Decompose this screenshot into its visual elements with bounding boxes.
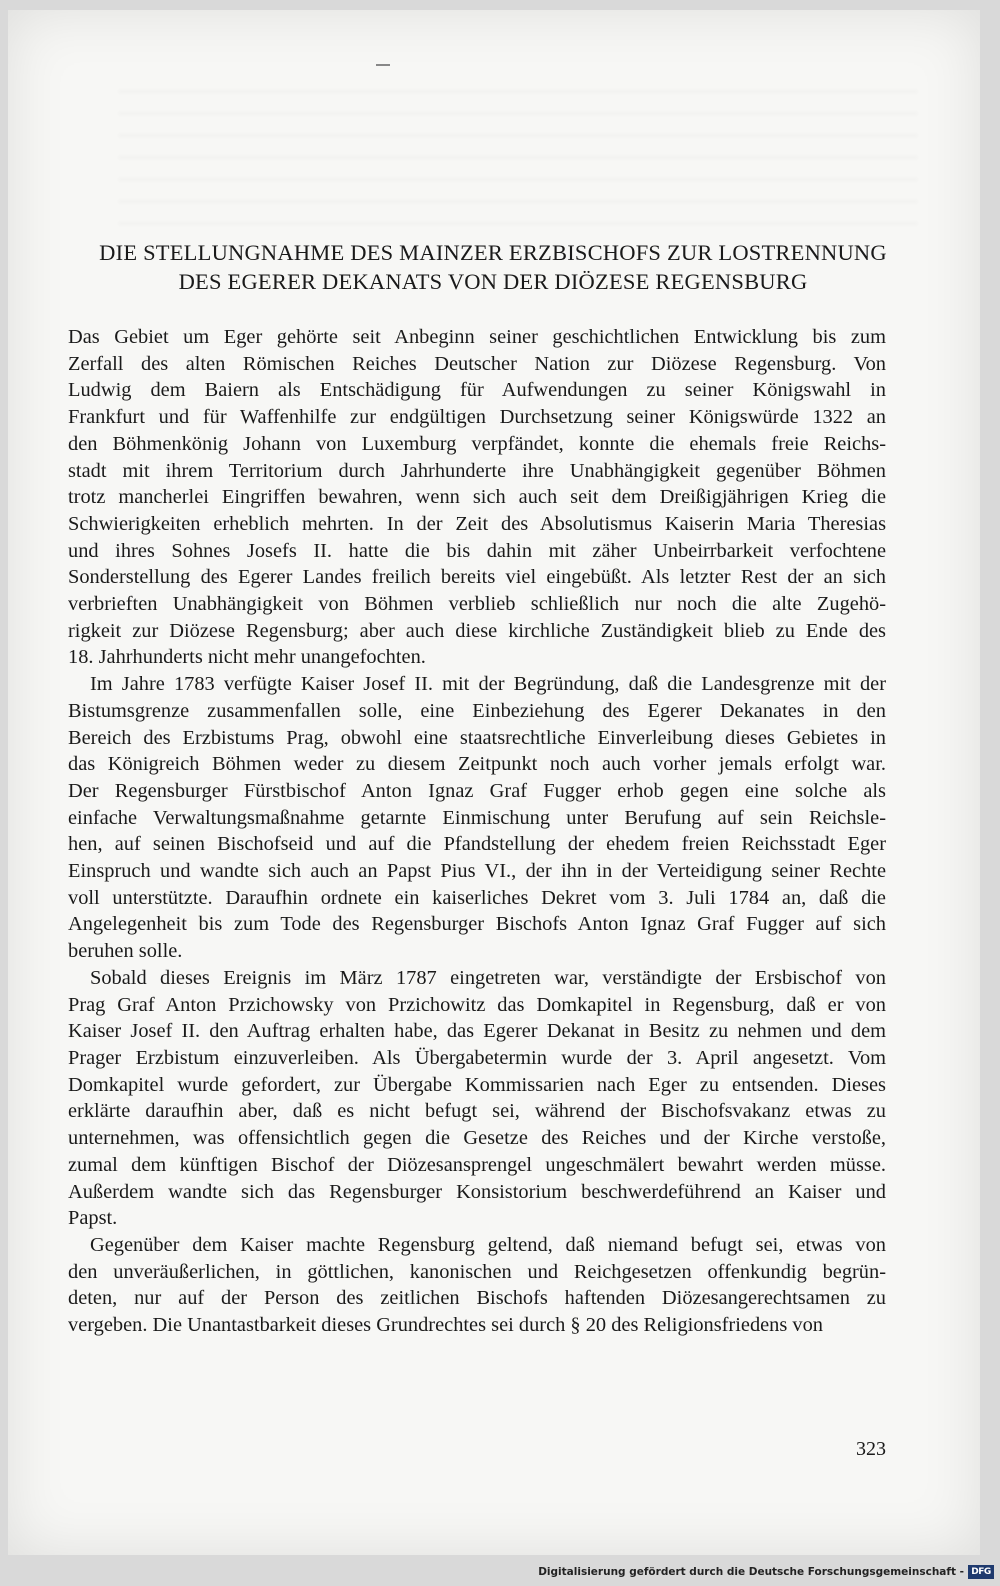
- text-line: beruhen solle.: [68, 940, 183, 963]
- bleed-through-shadow: [118, 90, 918, 240]
- paragraph: [68, 965, 886, 1232]
- text-line: unternehmen, was offensichtlich gegen die Gesetze des Reiches und der Kirche verstoße,: [68, 1127, 886, 1150]
- text-line: erklärte daraufhin aber, daß es nicht befugt sei, während der Bischofsvakanz etwas zu: [68, 1100, 886, 1123]
- text-line: Das Gebiet um Eger gehörte seit Anbeginn seiner geschichtlichen Entwicklung bis zum: [68, 326, 886, 348]
- text-line: Außerdem wandte sich das Regensburger Konsistorium beschwerdeführend an Kaiser und: [68, 1180, 886, 1203]
- text-line: Frankfurt und für Waffenhilfe zur endgültigen Durchsetzung seiner Königswürde 1322 an: [68, 406, 886, 429]
- text-line: Domkapitel wurde gefordert, zur Übergabe Kommissarien nach Eger zu entsenden. Dieses: [68, 1073, 886, 1096]
- text-line: und ihres Sohnes Josefs II. hatte die bis dahin mit zäher Unbeirrbarkeit verfochtene: [68, 539, 886, 562]
- paragraph: [68, 671, 886, 965]
- text-line: voll unterstützte. Daraufhin ordnete ein kaiserliches Dekret vom 3. Juli 1784 an, daß die: [68, 886, 886, 909]
- text-line: verbrieften Unabhängigkeit von Böhmen verblieb schließlich nur noch die alte Zugehö-: [68, 593, 886, 616]
- text-line: Einspruch und wandte sich auch an Papst Pius VI., der ihn in der Verteidigung seiner Rechte: [68, 860, 886, 883]
- text-line: Gegenüber dem Kaiser machte Regensburg geltend, daß niemand befugt sei, etwas von: [90, 1233, 886, 1256]
- page-number: 323: [856, 1438, 886, 1460]
- text-line: den unveräußerlichen, in göttlichen, kanonischen und Reichgesetzen offenkundig begrün-: [68, 1260, 886, 1283]
- text-line: zumal dem künftigen Bischof der Diözesansprengel ungeschmälert bewahrt werden müsse.: [68, 1153, 886, 1176]
- footer-text: Digitalisierung gefördert durch die Deutsche Forschungsgemeinschaft -: [538, 1566, 964, 1578]
- dfg-logo: DFG: [968, 1565, 994, 1579]
- text-line: Sobald dieses Ereignis im März 1787 eingetreten war, verständigte der Ersbischof von: [90, 966, 886, 989]
- text-line: Ludwig dem Baiern als Entschädigung für Aufwendungen zu seiner Königswahl in: [68, 379, 886, 402]
- body-text: [68, 324, 886, 1339]
- paragraph: [68, 324, 886, 671]
- digitization-footer: [538, 1562, 994, 1582]
- text-line: Bereich des Erzbistums Prag, obwohl eine staatsrechtliche Einverleibung dieses Gebietes in: [68, 726, 886, 749]
- text-line: Papst.: [68, 1207, 118, 1230]
- stray-mark: [376, 64, 390, 66]
- text-line: einfache Verwaltungsmaßnahme getarnte Einmischung unter Berufung auf sein Reichsle-: [68, 806, 886, 829]
- text-line: Prag Graf Anton Przichowsky von Przichowitz das Domkapitel in Regensburg, daß er von: [68, 993, 886, 1016]
- text-line: Schwierigkeiten erheblich mehrten. In der Zeit des Absolutismus Kaiserin Maria Theresias: [68, 512, 886, 535]
- scanned-page: [8, 10, 980, 1555]
- text-line: Im Jahre 1783 verfügte Kaiser Josef II. mit der Begründung, daß die Landesgrenze mit der: [90, 673, 886, 696]
- text-line: hen, auf seinen Bischofseid und auf die Pfandstellung der ehedem freien Reichsstadt Eger: [68, 833, 886, 856]
- text-line: Prager Erzbistum einzuverleiben. Als Übergabetermin wurde der 3. April angesetzt. Vom: [68, 1046, 886, 1069]
- text-line: Angelegenheit bis zum Tode des Regensburger Bischofs Anton Ignaz Graf Fugger auf sich: [68, 913, 886, 936]
- text-line: stadt mit ihrem Territorium durch Jahrhunderte ihre Unabhängigkeit gegenüber Böhmen: [68, 459, 886, 482]
- text-line: trotz mancherlei Eingriffen bewahren, wenn sich auch seit dem Dreißigjährigen Krieg die: [68, 486, 886, 509]
- text-line: 18. Jahrhunderts nicht mehr unangefochten.: [68, 646, 426, 669]
- text-line: Zerfall des alten Römischen Reiches Deutscher Nation zur Diözese Regensburg. Von: [68, 352, 886, 375]
- text-line: vergeben. Die Unantastbarkeit dieses Grundrechtes sei durch § 20 des Religionsfriedens von: [68, 1314, 824, 1337]
- text-line: rigkeit zur Diözese Regensburg; aber auch diese kirchliche Zuständigkeit blieb zu Ende des: [68, 619, 886, 642]
- text-line: Bistumsgrenze zusammenfallen solle, eine Einbeziehung des Egerer Dekanates in den: [68, 699, 886, 722]
- text-line: Sonderstellung des Egerer Landes freilich bereits viel eingebüßt. Als letzter Rest der an sich: [68, 566, 886, 589]
- text-line: den Böhmenkönig Johann von Luxemburg verpfändet, konnte die ehemals freie Reichs-: [68, 432, 886, 455]
- chapter-title-line-2: DES EGERER DEKANATS VON DER DIÖZESE REGENSBURG: [178, 269, 808, 294]
- chapter-title: [8, 238, 978, 296]
- text-line: das Königreich Böhmen weder zu diesem Zeitpunkt noch auch vorher jemals erfolgt war.: [68, 753, 886, 776]
- text-line: Kaiser Josef II. den Auftrag erhalten habe, das Egerer Dekanat in Besitz zu nehmen und dem: [68, 1020, 886, 1043]
- text-line: Der Regensburger Fürstbischof Anton Ignaz Graf Fugger erhob gegen eine solche als: [68, 779, 886, 802]
- chapter-title-line-1: DIE STELLUNGNAHME DES MAINZER ERZBISCHOFS ZUR LOSTRENNUNG: [99, 240, 887, 265]
- text-line: deten, nur auf der Person des zeitlichen Bischofs haftenden Diözesangerechtsamen zu: [68, 1287, 886, 1310]
- paragraph: [68, 1232, 886, 1339]
